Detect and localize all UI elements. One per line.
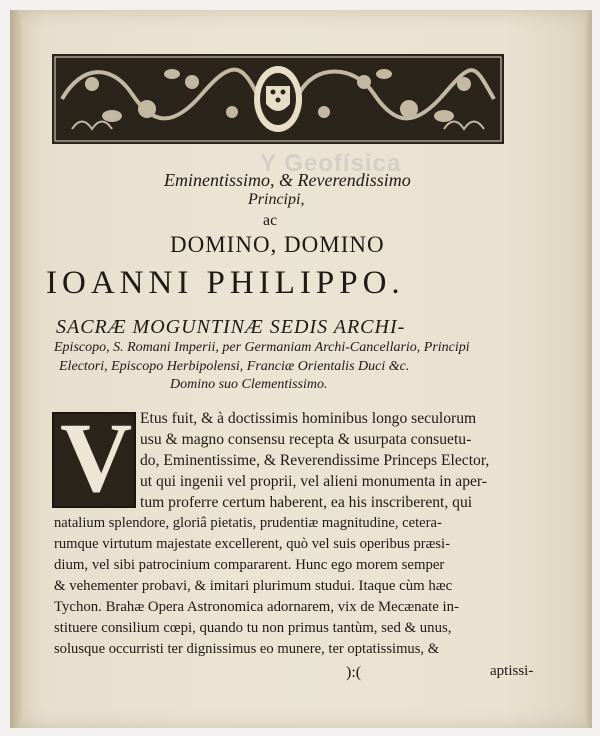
body-line: Tychon. Brahæ Opera Astronomica adornarem, vix de Mecænate in- (54, 599, 459, 615)
dedication-line-3: ac (263, 212, 278, 229)
watermark-text: Y Geofísica (260, 150, 402, 177)
page-edge (586, 10, 592, 728)
body-line: solusque occurristi ter dignissimus eo munere, ter optatissimus, & (54, 641, 440, 657)
body-line: rumque virtutum majestate excellerent, quò vel suis operibus præsi- (54, 536, 450, 552)
subtitle-line-4: Domino suo Clementissimo. (170, 377, 328, 392)
dedication-name: IOANNI PHILIPPO. (46, 265, 405, 301)
body-line: usu & magno consensu recepta & usurpata consuetu- (140, 431, 472, 448)
subtitle-line-3: Electori, Episcopo Herbipolensi, Franciæ Orientalis Duci &c. (59, 359, 410, 374)
book-page (10, 10, 592, 728)
body-line: tum proferre certum haberent, ea his inscriberent, qui (140, 494, 473, 511)
initial-letter: V (60, 402, 133, 513)
dedication-line-4: DOMINO, DOMINO (170, 232, 385, 257)
body-line: & vehementer probavi, & imitari plurimum studui. Itaque cùm hæc (54, 578, 453, 594)
dedication-line-1: Eminentissimo, & Reverendissimo (164, 170, 411, 190)
body-line: Etus fuit, & à doctissimis hominibus longo seculorum (140, 410, 477, 427)
signature-mark: ):( (346, 664, 362, 681)
body-line: do, Eminentissime, & Reverendissime Princeps Elector, (140, 452, 490, 469)
subtitle-line-1: SACRÆ MOGUNTINÆ SEDIS ARCHI- (56, 316, 406, 338)
subtitle-line-2: Episcopo, S. Romani Imperii, per Germaniam Archi-Cancellario, Principi (54, 340, 470, 355)
decorated-initial (52, 402, 136, 513)
body-line: dium, vel sibi patrocinium compararent. Hunc ego morem semper (54, 557, 445, 573)
ornamental-headpiece (52, 54, 504, 144)
body-line: natalium splendore, gloriâ pietatis, prudentiæ magnitudine, cetera- (54, 515, 442, 531)
page-gutter (10, 10, 22, 728)
body-line: ut qui ingenii vel proprii, vel alieni monumenta in aper- (140, 473, 487, 490)
catchword: aptissi- (490, 663, 534, 679)
dedication-line-2: Principi, (248, 191, 305, 208)
body-line: stituere consilium cœpi, quando tu non primus tantùm, sed & unus, (54, 620, 452, 636)
